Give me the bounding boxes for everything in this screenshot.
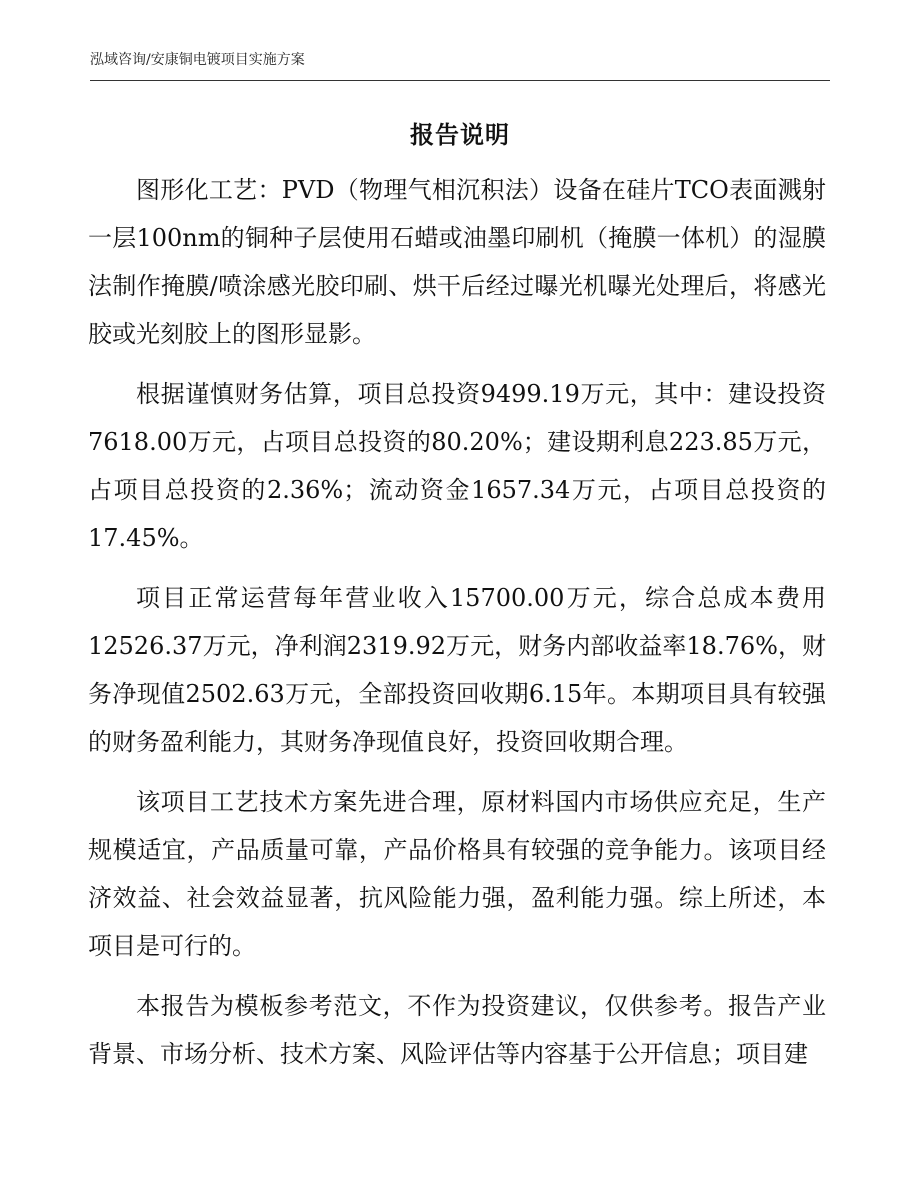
paragraph-investment: 根据谨慎财务估算，项目总投资9499.19万元，其中：建设投资7618.00万元，占项目总投资的80.20%；建设期利息223.85万元，占项目总投资的2.36%；流动资金1657.34万元，占项目总投资的17.45%。: [88, 380, 826, 552]
running-header: 泓域咨询/安康铜电镀项目实施方案: [90, 50, 830, 81]
paragraph-feasibility: 该项目工艺技术方案先进合理，原材料国内市场供应充足，生产规模适宜，产品质量可靠，产品价格具有较强的竞争能力。该项目经济效益、社会效益显著，抗风险能力强，盈利能力强。综上所述，本项目是可行的。: [88, 788, 826, 960]
paragraph-operations: 项目正常运营每年营业收入15700.00万元，综合总成本费用12526.37万元，净利润2319.92万元，财务内部收益率18.76%，财务净现值2502.63万元，全部投资回收期6.15年。本期项目具有较强的财务盈利能力，其财务净现值良好，投资回收期合理。: [88, 584, 826, 756]
paragraph-process: 图形化工艺：PVD（物理气相沉积法）设备在硅片TCO表面溅射一层100nm的铜种子层使用石蜡或油墨印刷机（掩膜一体机）的湿膜法制作掩膜/喷涂感光胶印刷、烘干后经过曝光机曝光处理后，将感光胶或光刻胶上的图形显影。: [88, 176, 826, 348]
paragraph-disclaimer: 本报告为模板参考范文，不作为投资建议，仅供参考。报告产业背景、市场分析、技术方案、风险评估等内容基于公开信息；项目建: [88, 992, 826, 1068]
page-title: 报告说明: [410, 120, 510, 149]
document-body: [88, 166, 826, 1090]
